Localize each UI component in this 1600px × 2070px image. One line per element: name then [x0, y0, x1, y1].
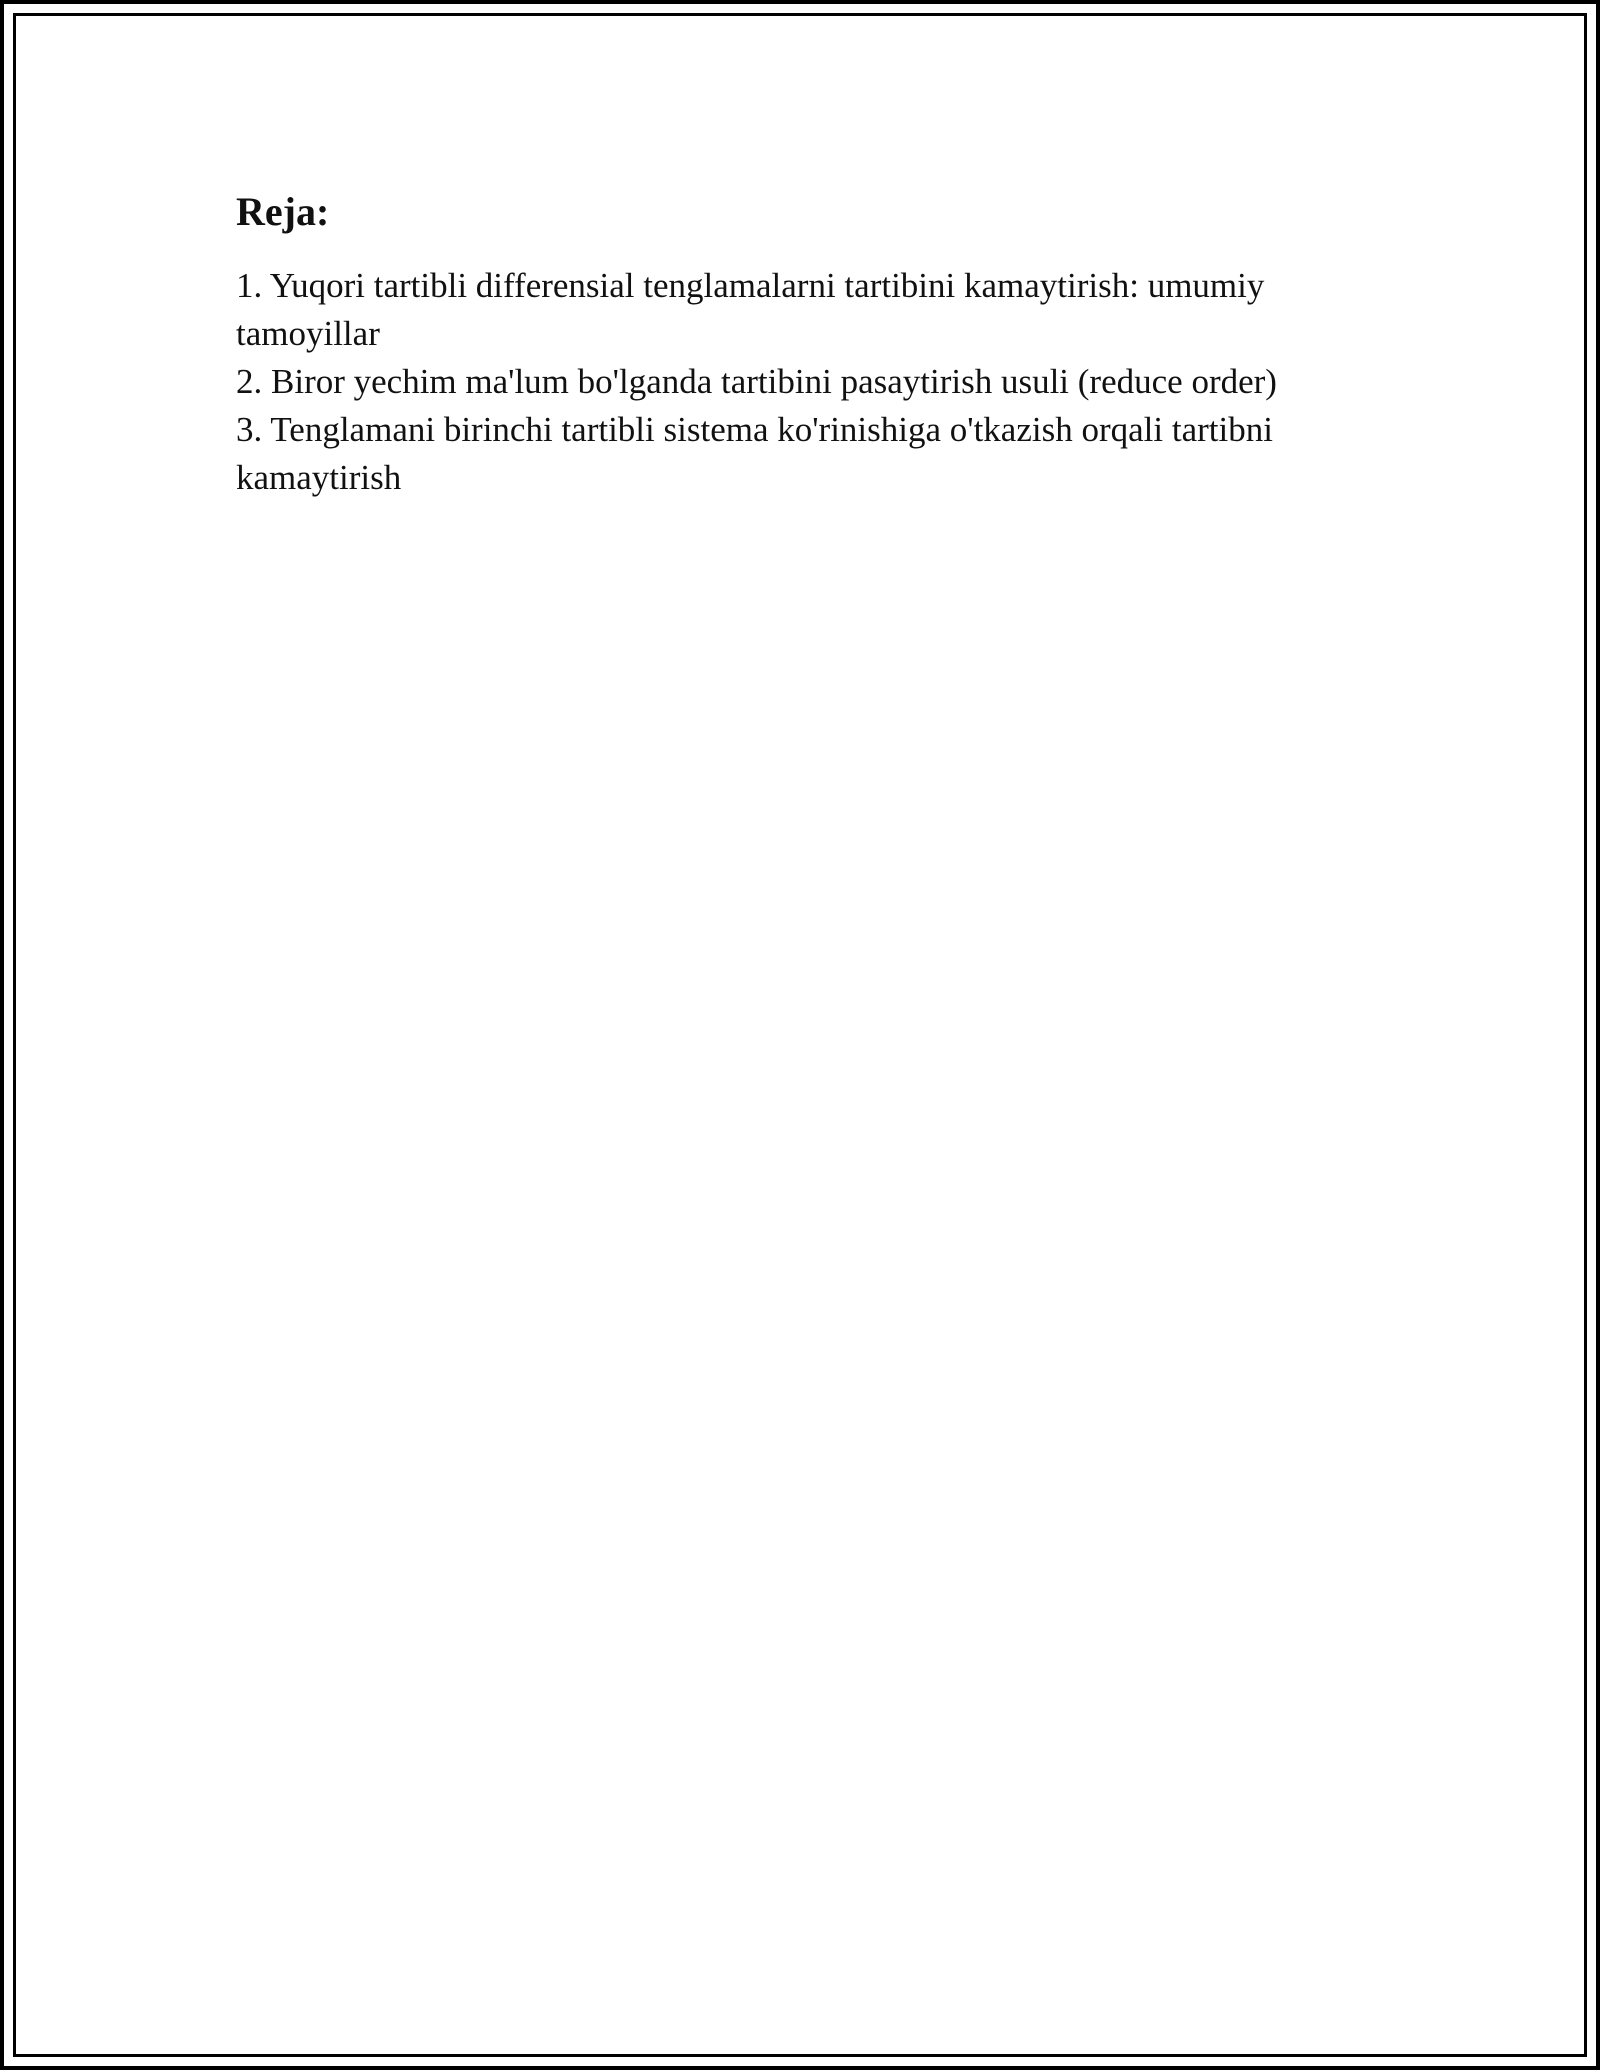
document-body: [236, 186, 1366, 502]
plan-item: 2. Biror yechim ma'lum bo'lganda tartibini pasaytirish usuli (reduce order): [236, 362, 1277, 401]
plan-title: Reja:: [236, 189, 330, 234]
plan-item: 1. Yuqori tartibli differensial tenglamalarni tartibini kamaytirish: umumiy tamoyillar: [236, 266, 1265, 353]
plan-list: [236, 262, 1366, 502]
plan-item: 3. Tenglamani birinchi tartibli sistema ko'rinishiga o'tkazish orqali tartibni kamaytirish: [236, 410, 1273, 497]
